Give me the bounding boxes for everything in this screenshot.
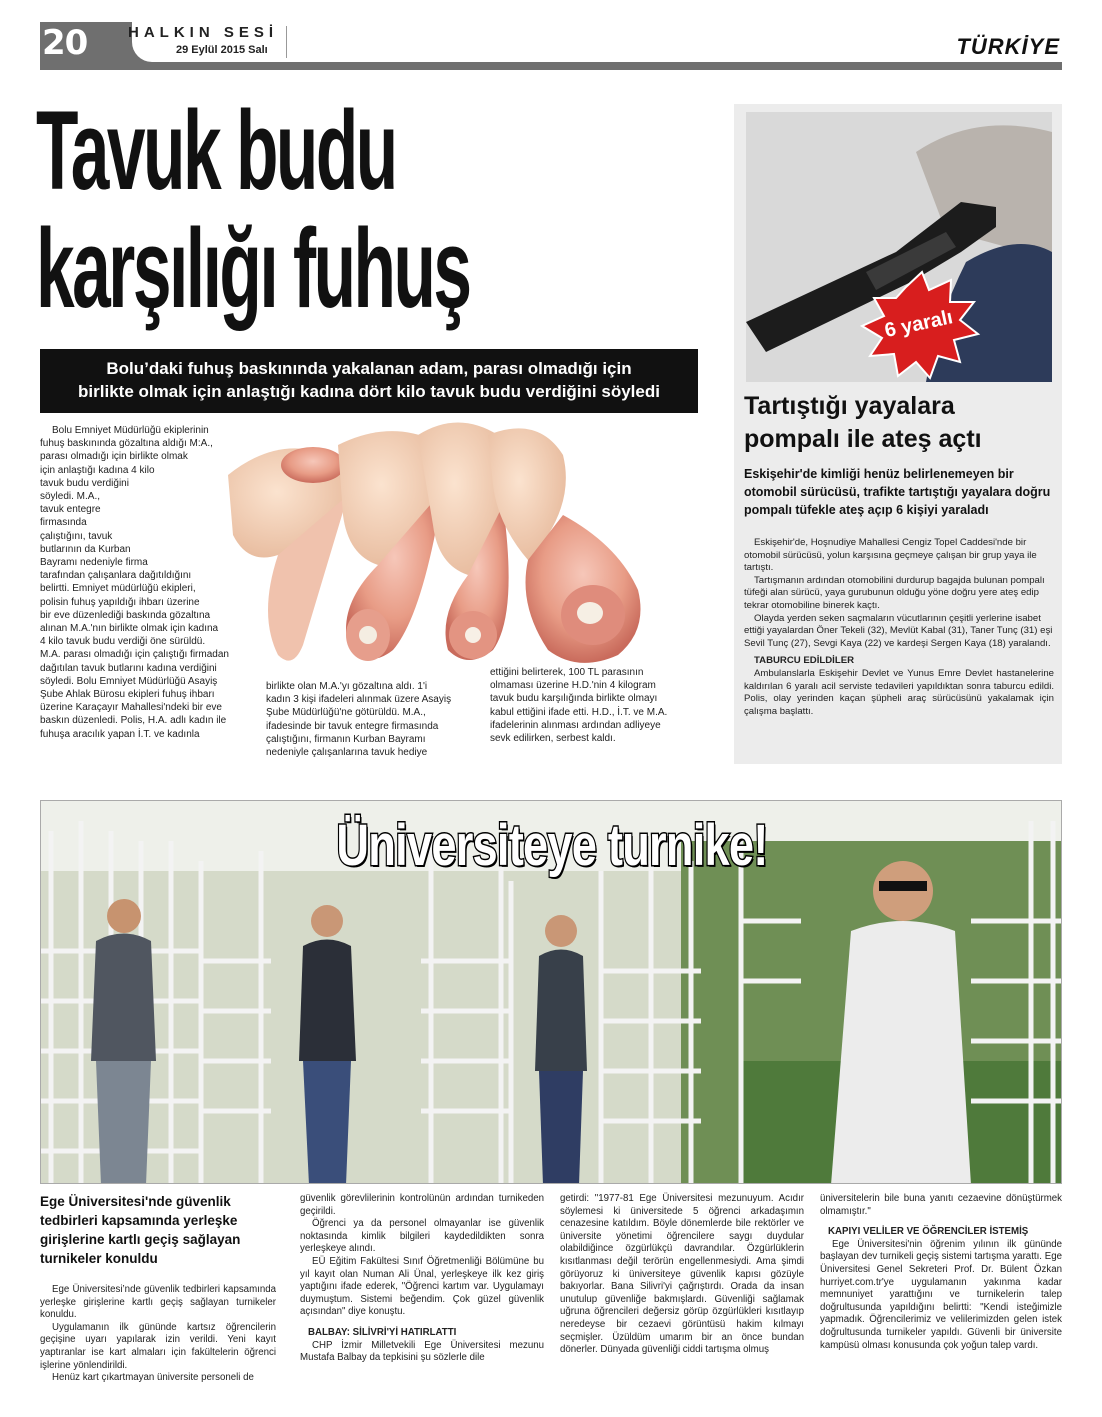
col1-line: tarafından çalışanlara dağıtıldığını bbox=[40, 570, 192, 582]
headline-line-2: karşılığı fuhuş bbox=[36, 206, 470, 331]
student-1 bbox=[91, 899, 156, 1184]
drumstick-4 bbox=[488, 428, 641, 663]
paper-name: HALKIN SESİ bbox=[128, 24, 279, 41]
col1-line: 4 kilo tavuk budu verdiği öne sürüldü. bbox=[40, 636, 206, 648]
col3-line: ifadelerinin alınması ardından adliyeye bbox=[490, 719, 661, 731]
university-col-3 bbox=[560, 1193, 804, 1357]
side-paragraph: Eskişehir'de, Hoşnudiye Mahallesi Cengiz Topel Caddesi'nde bir otomobil sürücüsü, yolun karşısına geçmeye çalışan bir grup yaya ile tartıştı. bbox=[744, 537, 1037, 574]
col2-line: Şube Müdürlüğü'ne götürüldü. M.A., bbox=[266, 707, 426, 719]
main-deck bbox=[40, 349, 698, 413]
side-article-body bbox=[744, 537, 1054, 718]
col2-line: nedeniyle çalışanlarına tavuk hediye bbox=[266, 747, 428, 759]
col1-line: polisin fuhuş yapıldığı ihbarı üzerine bbox=[40, 596, 200, 608]
university-deck: Ege Üniversitesi'nde güvenlik tedbirleri kapsamında yerleşke girişlerine kartlı geçiş sağlayan turnikeler konuldu bbox=[40, 1194, 241, 1266]
col2-line: ifadesinde bir tavuk entegre firmasında bbox=[266, 720, 439, 732]
side-article-deck: Eskişehir'de kimliği henüz belirlenemeyen bir otomobil sürücüsü, trafikte tartıştığı yayalara doğru pompalı tüfekle ateş açıp 6 kişiyi yaraladı bbox=[744, 467, 1051, 517]
main-article-col-1 bbox=[40, 424, 255, 741]
col1-line: fuhuş baskınında gözaltına aldığı M:A., bbox=[40, 438, 213, 450]
shotgun-photo bbox=[746, 112, 1052, 382]
side-article-title bbox=[744, 390, 1054, 456]
main-headline bbox=[36, 88, 730, 331]
side-title-line-1: Tartıştığı yayalara bbox=[744, 392, 955, 420]
col1-line: Bolu Emniyet Müdürlüğü ekiplerinin bbox=[52, 425, 209, 436]
col1-line: butlarının da Kurban bbox=[40, 543, 131, 555]
col1-line: çalıştığını, tavuk bbox=[40, 530, 113, 542]
col1-line: söyledi. Bolu Emniyet Müdürlüğü Asayiş bbox=[40, 675, 218, 687]
col1-line: bir eve düzenlediği baskında gözaltına bbox=[40, 609, 211, 621]
side-paragraph: Ambulanslarla Eskişehir Devlet ve Yunus Emre Devlet hastanelerine kaldırılan 6 yaralı acil serviste tedavileri yapıldıktan sonra taburcu edildi. Polis, olay yerinden kaçan şüpheli araç sürücüsünü yakalamak için çalışma başlattı. bbox=[744, 667, 1054, 717]
badge-text: 6 yaralı bbox=[882, 306, 955, 343]
side-title-line-2: pompalı ile ateş açtı bbox=[744, 425, 982, 453]
col1-line: Şube Ahlak Bürosu ekipleri fuhuş ihbarı bbox=[40, 689, 215, 701]
col1-line: belirtti. Emniyet müdürlüğü ekipleri, bbox=[40, 583, 196, 595]
col3-line: sevk edilirken, serbest kaldı. bbox=[490, 733, 616, 745]
col2-line: birlikte olan M.A.'yı gözaltına aldı. 1'i bbox=[266, 681, 428, 692]
side-paragraph: Olayda yerden seken saçmaların vücutlarının çeşitli yerlerine isabet ettiği yayalardan Öner Tekeli (32), Mevlüt Kabal (31), Taner Tunç (31) eşi Sevil Tunç (27), Sevgi Kaya (22) ve kardeşi Sergen Kaya (18) yaralandı. bbox=[744, 612, 1053, 649]
col1-line: tavuk budu verdiğini bbox=[40, 477, 129, 489]
chicken-drumsticks-photo bbox=[218, 415, 718, 673]
col2-line: çalıştığını, firmanın Kurban Bayramı bbox=[266, 733, 426, 745]
col1-line: M.A. parası olmadığı için çalıştığı firmadan bbox=[40, 649, 229, 661]
section-name: TÜRKİYE bbox=[956, 34, 1060, 59]
university-headline: Üniversiteye turnike! bbox=[336, 813, 768, 878]
main-article-col-2 bbox=[266, 680, 480, 759]
uni-paragraph: CHP İzmir Milletvekili Ege Üniversitesi mezunu Mustafa Balbay da tepkisini şu sözlerle dile bbox=[300, 1339, 544, 1364]
col1-line: için anlaştığı kadına 4 kilo bbox=[40, 464, 155, 476]
uni-paragraph: üniversitelerin bile buna yanıtı cezaevine dönüştürmek olmamıştır." bbox=[820, 1193, 1062, 1217]
col1-line: alınan M.A.'nın birlikte olmak için kadına bbox=[40, 623, 219, 635]
col1-line: Bayramı nedeniyle firma bbox=[40, 557, 148, 569]
col1-line: baskın düzenledi. Polis, H.A. adlı kadın ile bbox=[40, 715, 227, 727]
deck-line-2: birlikte olmak için anlaştığı kadına dört kilo tavuk budu verdiğini söyledi bbox=[78, 382, 660, 401]
university-col-4 bbox=[820, 1193, 1062, 1352]
student-3 bbox=[535, 915, 587, 1184]
uni-paragraph: getirdi: "1977-81 Ege Üniversitesi mezunuyum. Acıdır söylemesi ki üniversitede 5 öğrenci arkadaşımın cenazesine katıldım. Böyle dönemlerde bile rektörler ve üniversite yönetimi öğrencilere saygı duydular olabildiğince özgürlükçü davrandılar. Özgürlüklerin kısıtlanması değil terörün engellenmesiydi. Ama şimdi görüyoruz ki üniversiteye güvenlik kapısı gözüyle bakıyorlar. Bana Silivri'yi çağrıştırdı. Orada da insan unutulup güvenliğe bakmışlardı. Güvenliği sağlamak uğruna öğrencileri değersiz görüp özgürlükleri kısıtlayıp neredeyse bir cezaevi görüntüsü hakim kılmayı seçmişler. Üzüldüm umarım bir an önce bundan dönerler. Dünyada güvenliği ciddi tartışma olmuş bbox=[560, 1193, 804, 1356]
deck-line-1: Bolu’daki fuhuş baskınında yakalanan adam, parası olmadığı için bbox=[106, 359, 632, 378]
col3-line: olmaması üzerine H.D.'nin 4 kilogram bbox=[490, 680, 656, 692]
uni-paragraph: Ege Üniversitesi'nin öğrenim yılının ilk gününde başlayan dev turnikeli geçiş sistemi tartışma yarattı. Ege Üniversitesi Genel Sekreteri Prof. Dr. Bülent Özkan hurriyet.com.tr'ye uygulamanın yakınma kadar memnuniyet yarattığını ve turnikelerin talep doğrultusunda yapıldığını belirtti: "Kendi isteğimizle yapmadık. Öğrencilerimiz ve velilerimizden gelen istek doğrultusunda turnikeler yapıldı. Güvenli bir üniversite kampüsü olması konusunda çok yoğun talep vardı. bbox=[820, 1238, 1062, 1351]
main-article-col-3 bbox=[490, 666, 698, 745]
side-subhead: TABURCU EDİLDİLER bbox=[754, 655, 855, 667]
issue-date: 29 Eylül 2015 Salı bbox=[176, 44, 268, 56]
uni-paragraph: Henüz kart çıkartmayan üniversite personeli de bbox=[52, 1372, 254, 1384]
col3-line: tavuk budu karşılığında birlikte olmayı bbox=[490, 693, 658, 705]
col1-line: dağıtılan tavuk butlarını kadına verdiğini bbox=[40, 662, 217, 674]
page-number: 20 bbox=[42, 23, 88, 63]
uni-paragraph: Uygulamanın ilk gününde kartsız öğrencilerin geçişine uyarı yapılarak izin verildi. Yeni kayıt yaptıranlar ise kart almaları için fakültelerin öğrenci işlerine yönlendirildi. bbox=[40, 1321, 276, 1371]
side-paragraph: Tartışmanın ardından otomobilini durdurup bagajda bulunan pompalı tüfeği alan sürücü, yaya gurubunun olduğu yöne doğru yere ateş edip tekrar otomobiline binerek kaçtı. bbox=[744, 574, 1045, 611]
col2-line: kadın 3 kişi ifadeleri alınmak üzere Asayiş bbox=[266, 694, 452, 706]
university-col-2 bbox=[300, 1193, 544, 1365]
col3-line: ettiğini belirterek, 100 TL parasının bbox=[490, 667, 644, 678]
col1-line: parası olmadığı için birlikte olmak bbox=[40, 451, 188, 463]
uni-paragraph: güvenlik görevlilerinin kontrolünün ardından turnikeden geçirildi. bbox=[300, 1193, 544, 1217]
col1-line: söyledi. M.A., bbox=[40, 491, 101, 503]
headline-line-1: Tavuk budu bbox=[36, 88, 396, 213]
uni-paragraph: EÜ Eğitim Fakültesi Sınıf Öğretmenliği Bölümüne bu yıl kayıt olan Numan Ali Ünal, yerleşkeye ilk kez giriş yaptığını ifade ederek, "Öğrenci kartım var. Uygulamayı duymuştum. Sistemi beğendim. Çok güzel güvenlik açısından" diye konuştu. bbox=[300, 1255, 544, 1318]
col1-line: fuhuşa aracılık yapan İ.T. ve kadınla bbox=[40, 728, 200, 740]
col3-line: kabul ettiğini ifade etti. H.D., İ.T. ve M.A. bbox=[490, 706, 668, 718]
col1-line: firmasında bbox=[40, 517, 87, 529]
col1-line: üzerine Karaçayır Mahallesi'ndeki bir eve bbox=[40, 702, 222, 714]
uni-subhead: BALBAY: SİLİVRİ'Yİ HATIRLATTI bbox=[308, 1326, 457, 1338]
col1-line: tavuk entegre bbox=[40, 504, 101, 516]
uni-paragraph: Ege Üniversitesi’nde güvenlik tedbirleri kapsamında yerleşke girişlerine kartlı geçiş sağlayan turnikeler konuldu. bbox=[40, 1284, 276, 1321]
student-2 bbox=[299, 905, 356, 1184]
uni-paragraph: Öğrenci ya da personel olmayanlar ise güvenlik noktasında kimlik bilgileri kaydedildikten sonra yerleşkeye alındı. bbox=[300, 1218, 544, 1255]
uni-subhead: KAPIYI VELİLER VE ÖĞRENCİLER İSTEMİŞ bbox=[828, 1226, 1029, 1238]
university-col-1 bbox=[40, 1284, 276, 1385]
header-divider bbox=[286, 26, 287, 58]
